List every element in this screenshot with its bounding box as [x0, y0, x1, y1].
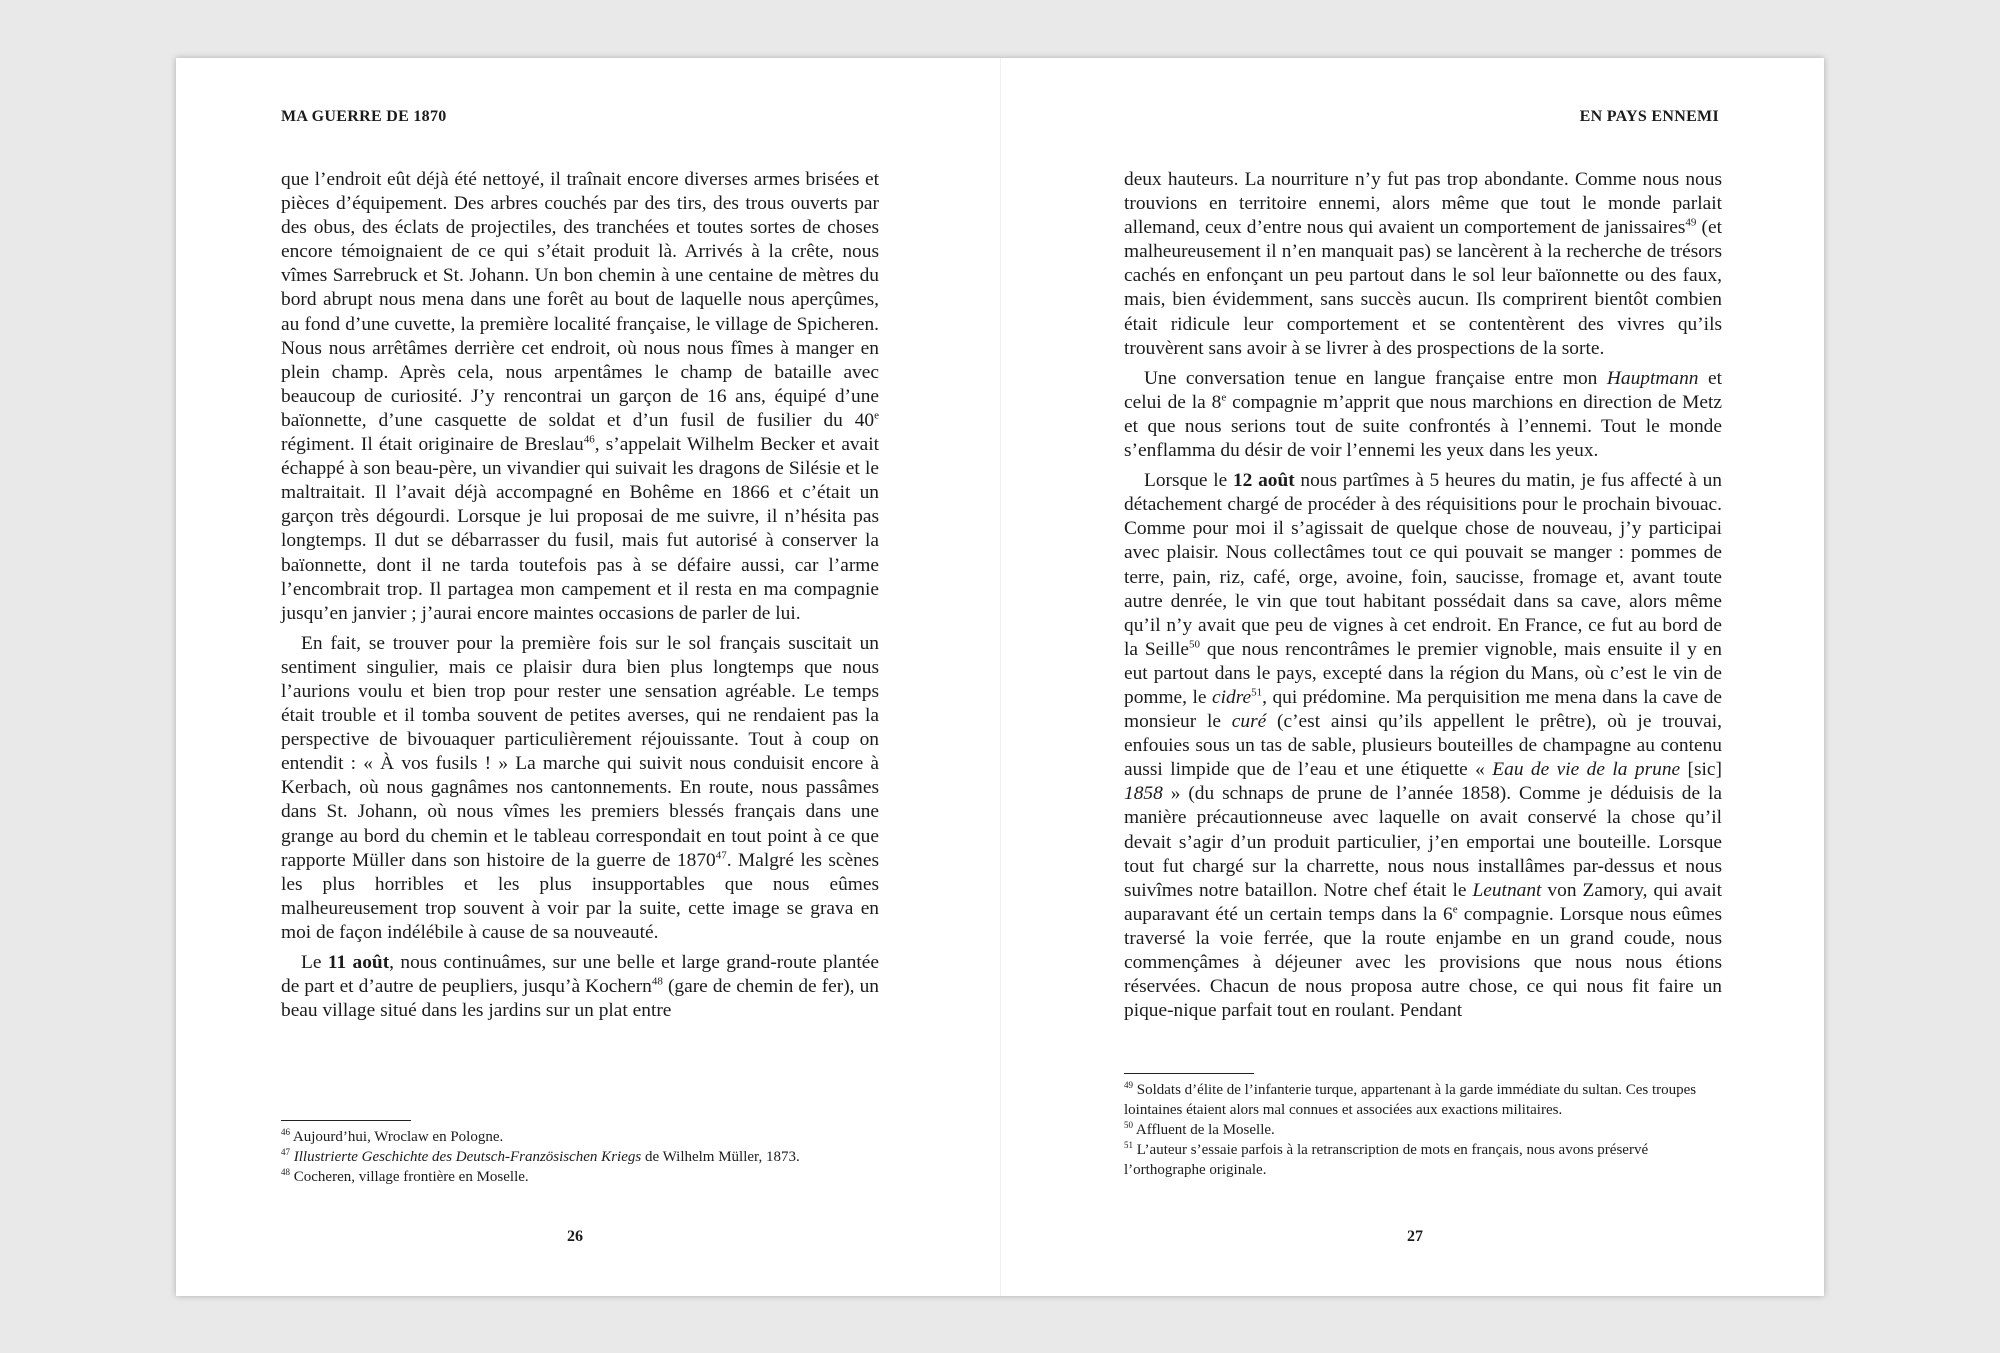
- left-page: [176, 58, 1000, 1296]
- right-paragraph-1: deux hauteurs. La nourriture n’y fut pas trop abondante. Comme nous nous trouvions en territoire ennemi, alors même que tout le monde parlait allemand, ceux d’entre nous qui avaient un comportement de janissaires$^{49}$ (et malheureusement il n’en manquait pas) se lancèrent à la recherche de trésors cachés en enfonçant un peu partout dans le sol leur baïonnette ou des faux, mais, bien évidemment, sans succès aucun. Ils comprirent bientôt combien était ridicule leur comportement et se contentèrent des vivres qu’ils trouvèrent sans avoir à se livrer à des prospections de la sorte.: [1124, 169, 1722, 359]
- left-running-head: MA GUERRE DE 1870: [281, 108, 447, 125]
- right-page: [1000, 58, 1824, 1296]
- right-paragraph-3: Lorsque le 12 août nous partîmes à 5 heures du matin, je fus affecté à un détachement chargé de procéder à des réquisitions pour le prochain bivouac. Comme pour moi il s’agissait de quelque chose de nouveau, j’y participai avec plaisir. Nous collectâmes tout ce qui pouvait se manger : pommes de terre, pain, riz, café, orge, avoine, foin, saucisse, fromage et, avant toute autre denrée, le vin que tout habitant possédait dans sa cave, alors même qu’il n’y avait que peu de vignes à cet endroit. En France, ce fut au bord de la Seille$^{50}$ que nous rencontrâmes le premier vignoble, mais ensuite il y en eut partout dans le pays, excepté dans la région du Mans, où c’est le vin de pomme, le cidre$^{51}$, qui prédomine. Ma perquisition me mena dans la cave de monsieur le curé (c’est ainsi qu’ils appellent le prêtre), où je trouvai, enfouies sous un tas de sable, plusieurs bouteilles de champagne au contenu aussi limpide que de l’eau et une étiquette « Eau de vie de la prune [sic] 1858 » (du schnaps de prune de l’année 1858). Comme je déduisis de la manière précautionneuse avec laquelle on avait conservé la chose qu’il devait s’agir d’un produit particulier, j’en emportai une bouteille. Lorsque tout fut chargé sur la charrette, nous nous installâmes par-dessus et nous suivîmes notre bataillon. Notre chef était le Leutnant von Zamory, qui avait auparavant été un certain temps dans la 6e compagnie. Lorsque nous eûmes traversé la voie ferrée, que la route enjambe en un grand coude, nous commençâmes à déjeuner avec les provisions que nous nous étions réservées. Chacun de nous proposa autre chose, ce qui nous fit faire un pique-nique parfait tout en roulant. Pendant: [1124, 470, 1723, 1022]
- footnote-50: $^{50}$ Affluent de la Moselle.: [1124, 1120, 1275, 1138]
- left-body-text: [281, 168, 879, 1029]
- left-paragraph-1: que l’endroit eût déjà été nettoyé, il traînait encore diverses armes brisées et pièces d’équipement. Des arbres couchés par des tirs, des trous ouverts par des obus, des éclats de projectiles, des tranchées et toutes sortes de choses encore témoignaient de ce qui s’était produit là. Arrivés à la crête, nous vîmes Sarrebruck et St. Johann. Un bon chemin à une centaine de mètres du bord abrupt nous mena dans une forêt au bout de laquelle nous aperçûmes, au fond d’une cuvette, la première localité française, le village de Spicheren. Nous nous arrêtâmes derrière cet endroit, où nous nous fîmes à manger en plein champ. Après cela, nous arpentâmes le champ de bataille avec beaucoup de curiosité. J’y rencontrai un garçon de 16 ans, équipé d’une baïonnette, d’une casquette de soldat et d’un fusil de fusilier du 40e régiment. Il était originaire de Breslau$^{46}$, s’appelait Wilhelm Becker et avait échappé à son beau-père, un vivandier qui suivait les dragons de Silésie et le maltraitait. Il l’avait déjà accompagné en Bohême en 1866 et c’était un garçon très dégourdi. Lorsque je lui proposai de me suivre, il n’hésita pas longtemps. Il dut se débarrasser du fusil, mais fut autorisé à conserver la baïonnette, dont il ne tarda toutefois pas à se défaire aussi, car l’arme l’encombrait trop. Il partagea mon campement et il resta en ma compagnie jusqu’en janvier ; j’aurai encore maintes occasions de parler de lui.: [281, 169, 879, 624]
- left-paragraph-2: En fait, se trouver pour la première fois sur le sol français suscitait un sentiment singulier, mais ce plaisir dura bien plus longtemps que nous l’aurions voulu et bien trop pour rester une sensation agréable. Le temps était trouble et il tomba souvent de petites averses, qui ne rendaient pas la perspective de bivouaquer particulièrement réjouissante. Tout à coup on entendit : « À vos fusils ! » La marche qui suivit nous conduisit encore à Kerbach, où nous gagnâmes nos cantonnements. En route, nous passâmes dans St. Johann, où nous vîmes les premiers blessés français dans une grange au bord du chemin et le tableau correspondait en tout point à ce que rapporte Müller dans son histoire de la guerre de 1870$^{47}$. Malgré les scènes les plus horribles et les plus insupportables que nous eûmes malheureusement trop souvent à voir par la suite, cette image se grava en moi de façon indélébile à cause de sa nouveauté.: [281, 632, 879, 943]
- left-paragraph-3: Le 11 août, nous continuâmes, sur une belle et large grand-route plantée de part et d’autre de peupliers, jusqu’à Kochern$^{48}$ (gare de chemin de fer), un beau village situé dans les jardins sur un plat entre: [281, 952, 879, 1022]
- left-footnotes: [281, 1120, 879, 1187]
- right-footnotes: [1124, 1073, 1722, 1180]
- right-page-number: 27: [1407, 1228, 1423, 1245]
- right-running-head: EN PAYS ENNEMI: [1579, 108, 1719, 125]
- book-spread: [176, 58, 1824, 1296]
- footnote-49: $^{49}$ Soldats d’élite de l’infanterie turque, appartenant à la garde immédiate du sultan. Ces troupes lointaines étaient alors mal connues et associées aux exactions militaires.: [1124, 1080, 1697, 1118]
- footnote-rule: [1124, 1073, 1254, 1074]
- footnote-47: $^{47}$ Illustrierte Geschichte des Deutsch-Französischen Kriegs de Wilhelm Müller, 1873.: [281, 1147, 800, 1165]
- footnote-rule: [281, 1120, 411, 1121]
- right-paragraph-2: Une conversation tenue en langue française entre mon Hauptmann et celui de la 8e compagnie m’apprit que nous marchions en direction de Metz et que nous serions tout de suite confrontés à l’ennemi. Tout le monde s’enflamma du désir de voir l’ennemi les yeux dans les yeux.: [1124, 367, 1723, 462]
- footnote-48: $^{48}$ Cocheren, village frontière en Moselle.: [281, 1167, 529, 1185]
- right-body-text: [1124, 168, 1722, 1029]
- left-page-number: 26: [567, 1228, 583, 1245]
- footnote-46: $^{46}$ Aujourd’hui, Wroclaw en Pologne.: [281, 1127, 504, 1145]
- footnote-51: $^{51}$ L’auteur s’essaie parfois à la retranscription de mots en français, nous avons préservé l’orthographe originale.: [1124, 1140, 1649, 1178]
